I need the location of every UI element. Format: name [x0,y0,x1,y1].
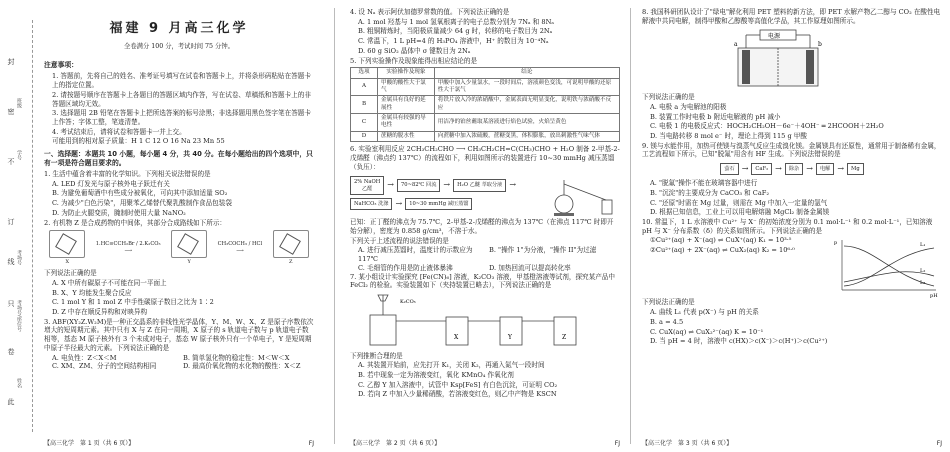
q10-option-c: C. CuX(aq) ⇌ CuX₂²⁻(aq) K = 10⁻¹ [650,327,764,336]
binding-line [32,20,33,432]
footer-page-number: 【高三化学 第 1 页（共 6 页）】 [44,440,135,448]
q7-question: 下列推断合理的是 [350,351,403,360]
label-z: Z [562,333,567,341]
table-cell: 金属具有较强的导电性 [378,114,435,132]
q6-options-row [350,246,620,263]
binding-char: 卷 [7,348,15,356]
synthesis-route [44,229,314,267]
q10-option-a: A. 曲线 L₁ 代表 p(X⁻) 与 pH 的关系 [650,308,759,317]
footer-page-number: 【高三化学 第 2 页（共 6 页）】 [350,440,441,448]
q8-option-c: C. 电极 1 的电极反应式：HOCH₂CH₂OH－6e⁻＋4OH⁻ ═ 2HCOOH＋2H₂O [650,122,884,131]
q6-option-b: B. "操作 1"为分液，"操作 II"为过滤 [489,246,597,255]
q10-equilibrium-2: ②Cu²⁺(aq) + 2X⁻(aq) ⇌ CuX₂(aq) K₂ = 10⁶·⁰ [650,246,795,255]
q6-option-a: A. 进行减压蒸馏时，温度计的示数应为 117℃ [358,246,473,264]
table-header: 实验操作及现象 [378,68,435,78]
q10-option-b: B. a = 4.5 [650,317,684,326]
table-cell: D [351,131,378,141]
footer-code: FJ [614,440,620,448]
table-cell: 向蔗糖中加入浓硫酸，蔗糖变黑，体积膨胀，放出刺激性气味气体 [434,131,619,141]
q1-option-c: C. 为减少"白色污染"，用聚苯乙烯替代聚乳酸制作食品包装袋 [52,199,232,208]
binding-char: 密 [7,108,15,116]
curve-l3-label: L₃ [920,280,926,287]
flow-box: 10~30 mmHg 减压蒸馏 [405,198,472,210]
table-cell: B [351,96,378,114]
q3-option-a: A. 电负性：Z＜X＜M [52,353,117,362]
structure-y-image [171,230,207,258]
reagent-1-arrow: 1.HC≡CCH₂Br / 2.K₂CO₃ ⟶ [95,241,161,255]
question-10-stem: 10. 常温下，1 L 水溶液中 Cu²⁺ 与 X⁻ 的初始浓度分别为 0.1 mol·L⁻¹ 和 0.2 mol·L⁻¹，已知溶液 pH 与 X⁻ 分布系数（δ）的关系如图所示。下列说法正确的是 [642,218,933,235]
name-field: 姓名 [16,378,22,388]
table-cell: 金属具有良好的延展性 [378,96,435,114]
apparatus-q7-figure [350,291,620,349]
q10-body [642,236,942,298]
flow-box: 萤石 [720,163,738,175]
q10-equilibrium-1: ①Cu²⁺(aq) + X⁻(aq) ⇌ CuX⁺(aq) K₁ = 10³·⁵ [650,236,792,245]
table-cell: 将铁片放入冷的浓硝酸中，金属表面无明显变化，说明铁与浓硝酸不反应 [434,96,619,114]
page-2 [350,8,620,448]
table-cell: 甲酸中加入少量氯水，一段时间后，溶液颜色变浅，可说明甲酸的还原性大于氯气 [434,78,619,96]
q1-option-a: A. LED 灯发光与原子核外电子跃迁有关 [52,179,170,188]
curve-l1-label: L₁ [920,242,926,249]
q3-option-b: B. 简单氢化物的稳定性：M＜W＜X [183,353,290,362]
flow-text: 乙醛 [361,185,373,192]
flow-box: H₂O 乙醚 萃取分液 [453,179,506,191]
q9-option-d: D. 根据已知信息，工业上可以用电解熔融 MgCl₂ 制备金属镁 [650,208,830,217]
arrow-icon: → [837,163,845,173]
q1-option-d: D. 为防止火腿变质，腌制时使用大量 NaNO₂ [52,208,186,217]
q8-option-a: A. 电极 a 为电解池的阳极 [650,102,727,111]
table-cell: 蔗糖的脱水性 [378,131,435,141]
label-k2co3: K₂CO₃ [400,298,416,305]
seat-field: 考场号/座位号 [16,300,22,332]
q7-option-c: C. 乙醇 Y 加入溶液中，试管中 Ksp[FeS] 有白色沉淀，可证明 CO₂ [358,380,558,389]
q6-option-d: D. 加热回流可以提高转化率 [489,263,571,272]
q6-figure-row [350,172,620,218]
table-cell: A [351,78,378,96]
curve-l2-label: L₂ [920,268,926,275]
flow-text: 2% NaOH [354,179,381,186]
note-item: 3. 选择题用 2B 铅笔在答题卡上把所选答案的标号涂黑；非选择题用黑色签字笔在答题卡上作答；字体工整，笔迹清楚。 [52,109,311,126]
power-label: 电源 [768,33,781,41]
flow-box: NaHCO₃ 洗涤 [350,198,392,210]
arrow-icon: → [443,180,451,190]
q2-question: 下列说法正确的是 [44,269,97,278]
q9-process-flow [642,163,942,175]
page-footer [44,440,314,448]
binding-char: 订 [7,218,15,226]
footer-code: FJ [308,440,314,448]
q3-option-c: C. XM、ZM、分子的空间结构相同 [52,362,157,371]
question-8-stem: 8. 我国科研团队设计了"绿电"解化利用 PET 塑料的新方法，即 PET 水解产物乙二醇与 CO₂ 在酸性电解液中共同电解，制得甲酸和乙醇酸等高值化学品，其工作原理如图所示。 [642,8,941,25]
q6-note: 已知：正丁醛的沸点为 75.7℃，2-甲基-2-戊烯醛的沸点为 137℃（在沸点 117℃ 时即开始分解），密度为 0.858 g/cm³，不溶于水。 [350,218,614,236]
binding-char: 只 [7,300,15,308]
table-row [351,96,620,114]
q7-option-a: A. 其装置开始前，应先打开 K₁，关闭 K₂，再通入氮气一段时间 [358,361,545,370]
q2-option-a: A. X 中所有碳原子不可能在同一平面上 [52,278,167,287]
process-flow [350,176,550,210]
table-header: 选项 [351,68,378,78]
footer-page-number: 【高三化学 第 3 页（共 6 页）】 [642,440,733,448]
flow-box: CaF₂ [751,163,772,175]
flow-box: 除杂 [785,163,803,175]
arrow-icon: → [509,180,517,190]
q7-option-b: B. 若中现象一定为溶液变红，氧化 KMnO₄ 作氧化剂 [358,371,514,380]
q8-option-d: D. 当电路转移 8 mol e⁻ 时，理论上得到 115 g 甲酸 [650,131,807,140]
question-9-stem: 9. 镁与水能作用，加热可使镁与溴蒸气反应生成溴化镁。金属镁具有还原性，通常用于制备稀有金属，工艺流程如下所示，已知"脱氟"用含有 HF 生成。下列说法错误的是 [642,141,941,159]
structure-z-image [273,230,309,258]
question-3-stem: 3. ABF(XY₂Z.W₂M)是一种正交晶系的非线性光学晶体，Y、M、W、X、Z 是原子序数依次增大的短周期元素。其中只有 X 与 Z 在同一周期，X 原子的 s 轨道电子数与 p 轨道电子数相等，基态 M 原子核外有 3 个未成对电子，基态 W 原子核外只有一个单电子，Y 是短周期中原子半径最大的元素。下列说法正确的是 [44,317,314,352]
exam-subtitle: 全卷满分 100 分，考试时间 75 分钟。 [124,43,234,51]
flow-box: 电解 [816,163,834,175]
page-1 [44,8,314,448]
reagent-2: CH₃COCH₃ / HCl [217,241,263,248]
question-5-stem: 5. 下列实验操作及现象能得出相应结论的是 [350,56,478,65]
page-3 [642,8,942,448]
question-6-stem: 6. 实验室利用反应 2CH₃CH₂CHO ⟶ CH₃CH₂CH=C(CH₃)CHO + H₂O 制备 2-甲基-2-戊烯醛（沸点约 137℃）的流程如下，利用如图所示的装置进行 10~30 mmHg 减压蒸馏（负压）： [350,145,620,171]
y-axis-label: p [834,240,838,247]
electrode-a-label: a [734,41,738,49]
structure-x-label: X [65,259,70,266]
q9-option-a: A. "脱氟"操作不能在玻璃容器中进行 [650,179,758,188]
student-id-field: 学号 [16,150,22,160]
x-axis-label: pH [930,293,938,299]
q6-options-row [350,264,620,273]
label-x: X [454,333,459,341]
q8-question: 下列说法正确的是 [642,93,695,102]
question-1-stem: 1. 生活中蕴含着丰富的化学知识。下列相关说法错误的是 [44,169,211,178]
flow-box: Mg [847,163,864,175]
table-header-row [351,68,620,78]
question-7-stem: 7. 某小组设计实验探究 [Fe(CN)₆] 溶液，K₂CO₃ 溶液，甲基橙溶液等试剂，探究某产品中 FeCl₂ 的检验。实验装置如下（夹持装置已略去），下列说法正确的是 [350,272,616,290]
q2-option-c: C. 1 mol Y 和 1 mol Z 中手性碳原子数目之比为 1∶2 [52,298,214,307]
reagent-1: 1.HC≡CCH₂Br / 2.K₂CO₃ [95,241,161,248]
table-cell: 甲酸的酸性大于氯气 [378,78,435,96]
q6-option-c: C. 毛细管的作用是防止液体暴沸 [358,263,453,272]
page-divider [630,8,631,444]
arrow-icon: → [387,180,394,190]
q4-option-a: A. 1 mol 羟基与 1 mol 氢氧根离子的电子总数分别为 7Nₐ 和 8Nₐ [358,17,554,26]
q10-option-d: D. 当 pH = 4 时，溶液中 c(HX)＞c(X⁻)＞c(H⁺)＞c(Cu²⁺) [650,337,828,346]
q7-option-d: D. 若向 Z 中加入少量稀硝酸，若溶液变红色，则乙中产物是 KSCN [358,390,557,399]
q2-option-d: D. Z 中存在顺反异构和对映异构 [52,308,148,317]
flow-box: 70~82℃ 回流 [397,179,440,191]
q9-option-c: C. "还原"时需在 Mg 过量，则需在 Mg 中加入一定量的氩气 [650,198,828,207]
question-2-stem: 2. 有机物 Z 是合成药物的中间体，其部分合成路线如下所示： [44,218,227,227]
note-item: 2. 请按题号顺序在答题卡上各题目的答题区域内作答，写在试卷、草稿纸和答题卡上的非答题区域均无效。 [52,90,311,108]
distribution-curve-figure [832,236,942,298]
page-divider [334,8,335,444]
arrow-icon: → [395,198,403,208]
q4-option-c: C. 常温下，1 L pH=4 的 H₃PO₄ 溶液中，H⁺ 的数目为 10⁻⁴Nₐ [358,37,549,46]
binding-char: 封 [7,58,15,66]
exam-room-field: 考场号 [16,250,22,265]
q3-options-row [44,354,314,363]
distillation-apparatus-figure [550,172,620,218]
binding-char: 线 [7,258,15,266]
table-row [351,78,620,96]
page-title: 福建 9 月高三化学 [109,21,249,36]
electrolysis-cell-figure [642,26,942,90]
table-row [351,114,620,132]
table-header: 结论 [434,68,619,78]
note-item: 1. 答题前，先将自己的姓名、准考证号填写在试卷和答题卡上，并将条形码粘贴在答题卡上的指定位置。 [52,72,311,90]
arrow-icon: → [741,163,749,173]
page-footer [350,440,620,448]
reagent-2-arrow: CH₃COCH₃ / HCl ⟶ [217,241,263,255]
q3-option-d: D. 最高价氧化物的水化物的酸性：X＜Z [183,362,301,371]
q8-option-b: B. 装置工作时电极 b 附近电解液的 pH 减小 [650,112,781,121]
question-4-stem: 4. 设 Nₐ 表示阿伏加德罗常数的值。下列说法正确的是 [350,8,510,16]
structure-y-label: Y [187,259,191,266]
atomic-mass-line: 可能用到的相对原子质量：H 1 C 12 O 16 Na 23 Mn 55 [52,137,225,146]
q4-option-d: D. 60 g SiO₂ 晶体中 σ 键数目为 2Nₐ [358,46,471,55]
arrow-icon: → [806,163,813,173]
structure-x-image [49,230,85,258]
q9-option-b: B. "沉淀"的主要成分为 CaCO₃ 和 CaF₂ [650,188,769,197]
structure-z-label: Z [288,259,293,266]
table-row [351,131,620,141]
table-cell: 用洁净的铂丝蘸取某溶液进行焰色试验，火焰呈黄色 [434,114,619,132]
class-field: 班级 [16,98,22,108]
electrode-b-label: b [818,41,822,49]
experiment-table [350,67,620,142]
arrow-icon: → [775,163,782,173]
binding-char: 此 [7,398,15,406]
footer-code: FJ [936,440,942,448]
label-y: Y [508,333,512,341]
note-item: 4. 考试结束后，请将试卷和答题卡一并上交。 [52,127,186,136]
q2-option-b: B. X、Y 均能发生聚合反应 [52,288,132,297]
q4-option-b: B. 粗铜精炼时，当阳极质量减少 64 g 时，转移的电子数目为 2Nₐ [358,27,553,36]
page-footer [642,440,942,448]
table-cell: C [351,114,378,132]
q3-options-row [44,362,314,371]
q10-question: 下列说法正确的是 [642,298,695,307]
q10-given [642,236,832,298]
q1-option-b: B. 为避免葡萄酒中有些成分被氧化，可向其中添加适量 SO₂ [52,189,228,198]
binding-char: 不 [7,158,15,166]
section-heading: 一、选择题：本题共 10 小题，每小题 4 分，共 40 分。在每小题给出的四个选项中，只有一项是符合题目要求的。 [44,150,313,168]
q6-question: 下列关于上述流程的说法错误的是 [350,236,449,245]
binding-strip [0,0,30,452]
flow-box [350,176,384,194]
notes-heading: 注意事项： [44,61,78,70]
